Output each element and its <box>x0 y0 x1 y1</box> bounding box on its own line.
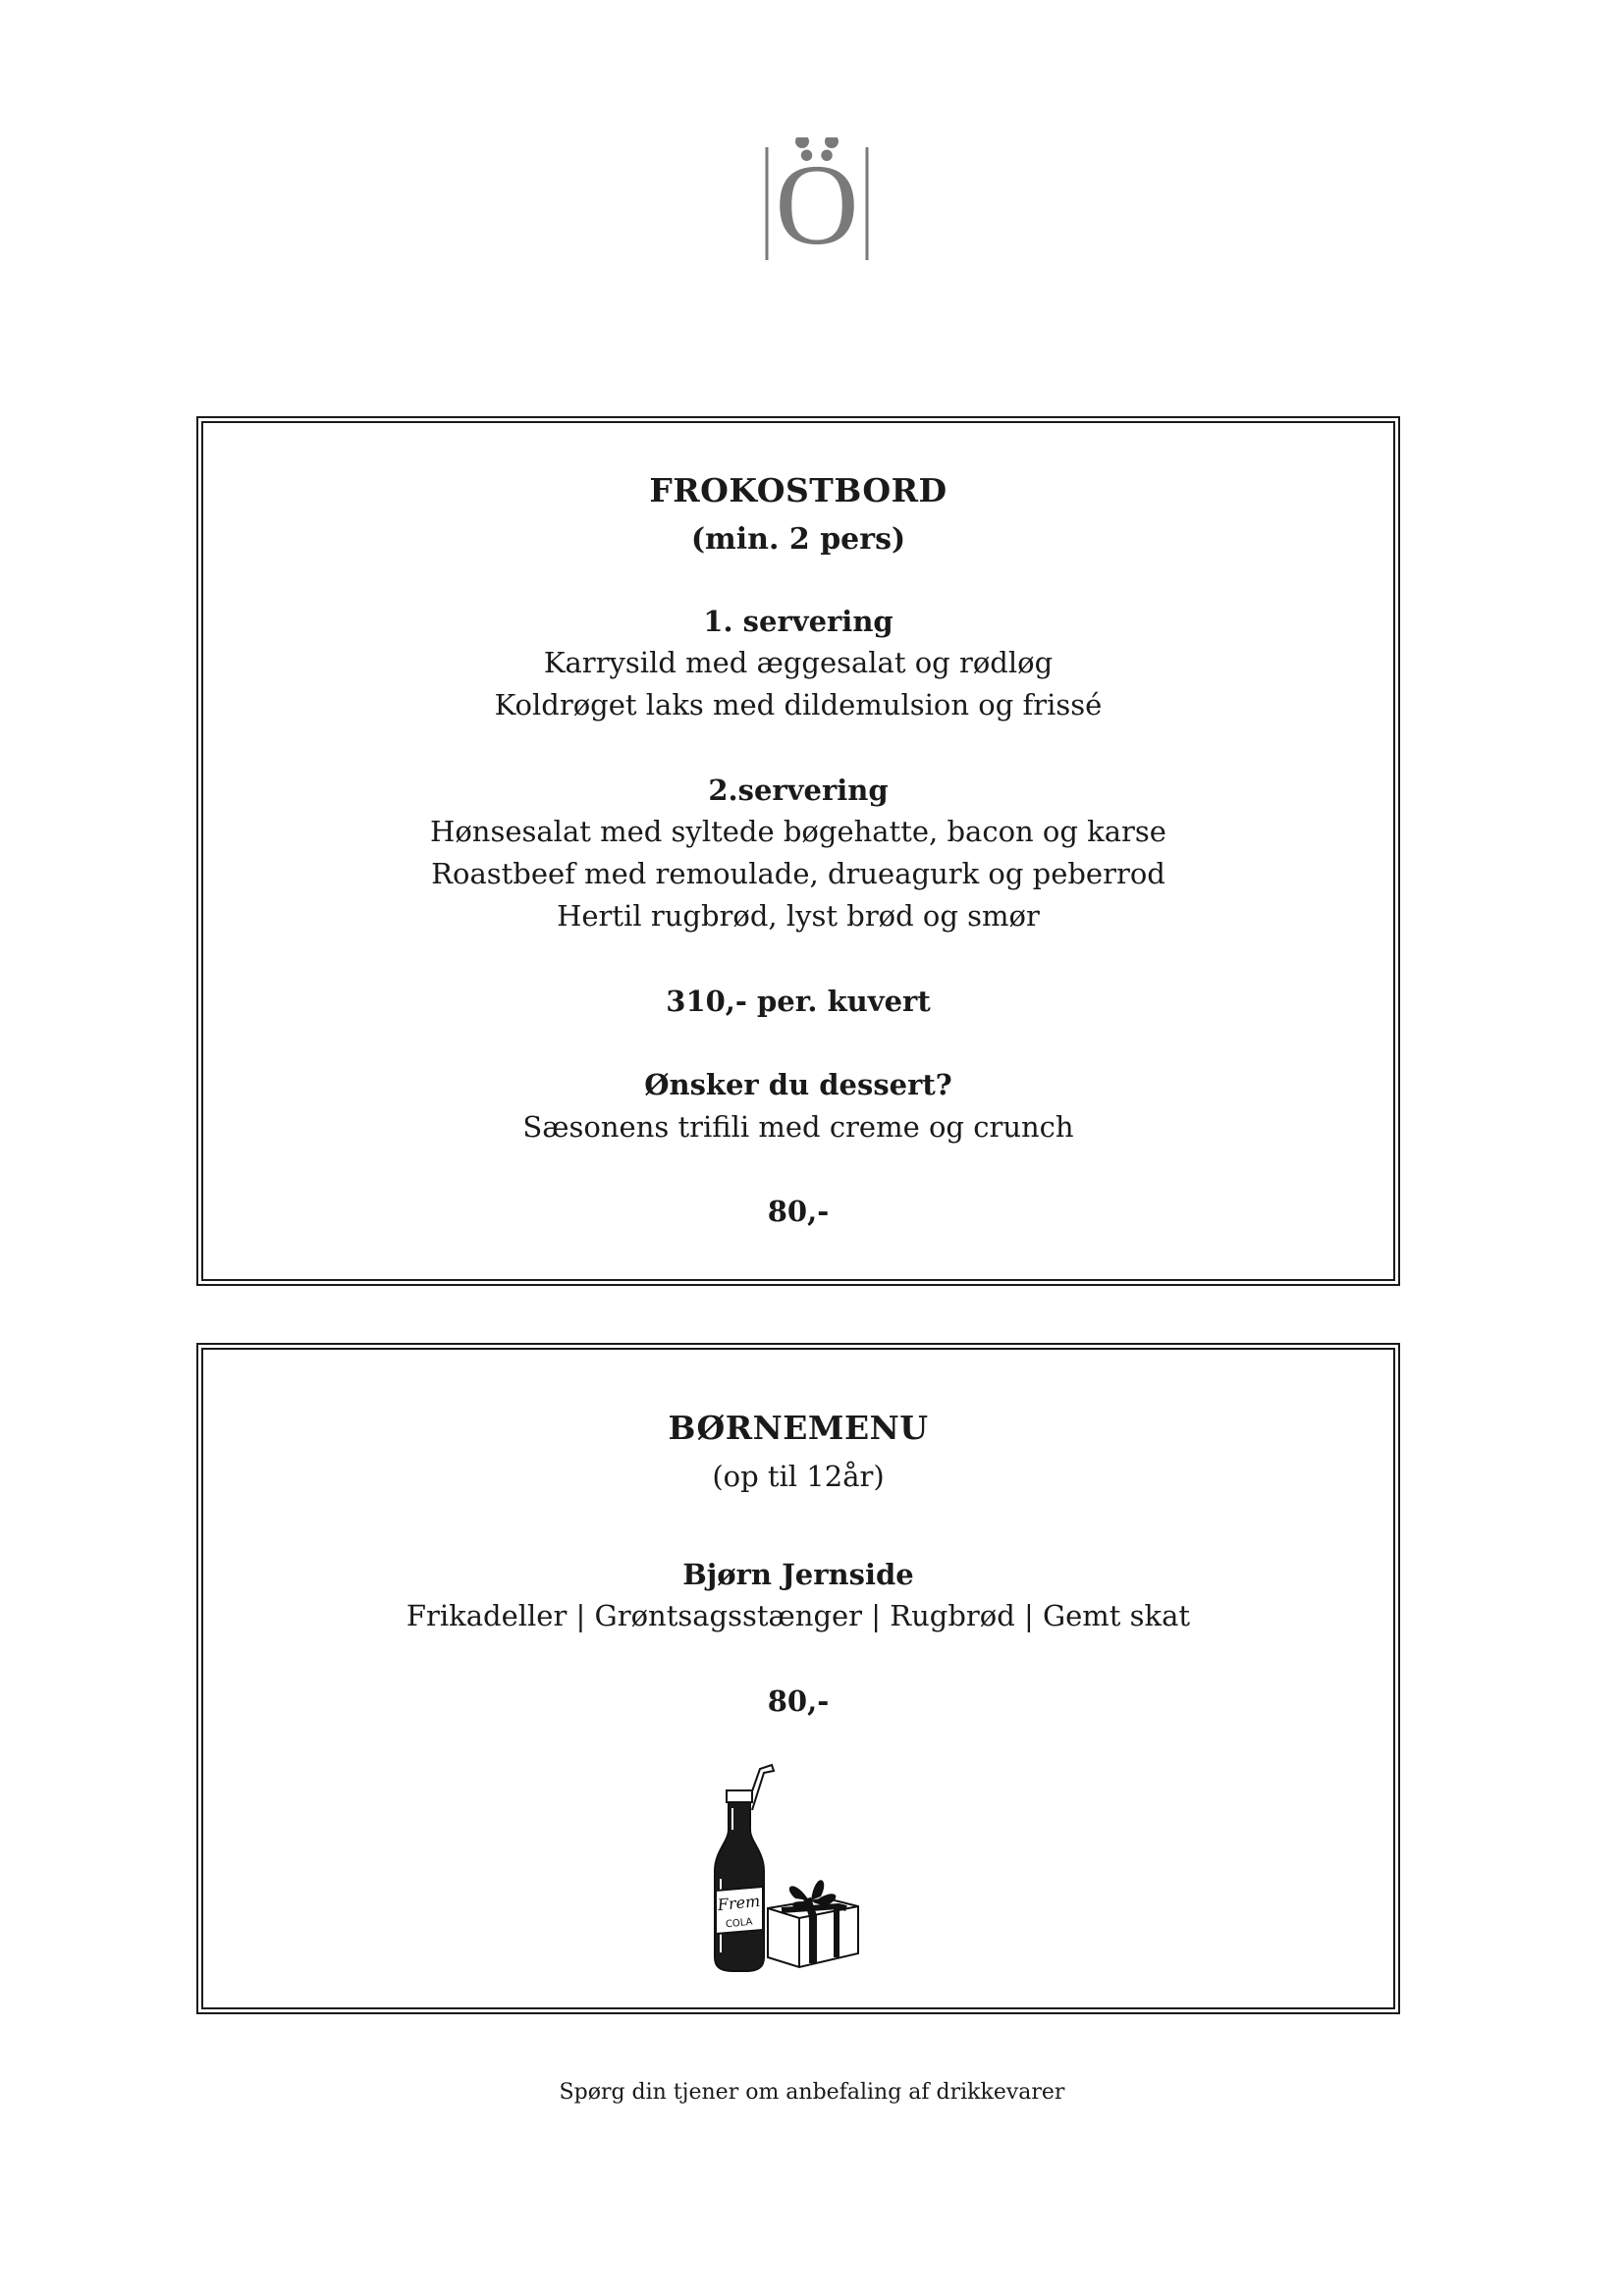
kids-dish-name: Bjørn Jernside <box>682 1558 914 1591</box>
kids-dish-items: Frikadeller | Grøntsagsstænger | Rugbrød | Gemt skat <box>406 1599 1191 1632</box>
course2-item: Hertil rugbrød, lyst brød og smør <box>557 899 1040 933</box>
bottle-label-bottom: COLA <box>725 1916 753 1931</box>
dessert-price: 80,- <box>767 1195 830 1228</box>
bottle-label-top: Frem <box>716 1891 761 1915</box>
restaurant-logo <box>763 137 871 260</box>
dessert-heading: Ønsker du dessert? <box>644 1068 952 1101</box>
course2-heading: 2.servering <box>708 774 889 807</box>
frokostbord-price: 310,- per. kuvert <box>666 985 931 1018</box>
frokostbord-section <box>196 416 1400 1286</box>
cola-and-gift-illustration <box>699 1761 876 1977</box>
dessert-item: Sæsonens trifili med creme og crunch <box>522 1110 1074 1144</box>
course1-item: Koldrøget laks med dildemulsion og frissé <box>494 688 1103 721</box>
course1-heading: 1. servering <box>703 605 893 638</box>
frokostbord-title: FROKOSTBORD <box>649 471 947 509</box>
logo-letter: Ö <box>775 140 859 260</box>
bornemenu-subtitle: (op til 12år) <box>712 1460 885 1493</box>
frokostbord-subtitle: (min. 2 pers) <box>690 522 906 557</box>
course2-item: Roastbeef med remoulade, drueagurk og peberrod <box>431 857 1165 890</box>
bornemenu-title: BØRNEMENU <box>668 1409 929 1447</box>
course2-item: Hønsesalat med syltede bøgehatte, bacon og karse <box>430 815 1166 848</box>
footer-note: Spørg din tjener om anbefaling af drikkevarer <box>559 2080 1065 2105</box>
bornemenu-section <box>196 1343 1400 2014</box>
bornemenu-price: 80,- <box>767 1684 830 1718</box>
course1-item: Karrysild med æggesalat og rødløg <box>543 646 1054 679</box>
